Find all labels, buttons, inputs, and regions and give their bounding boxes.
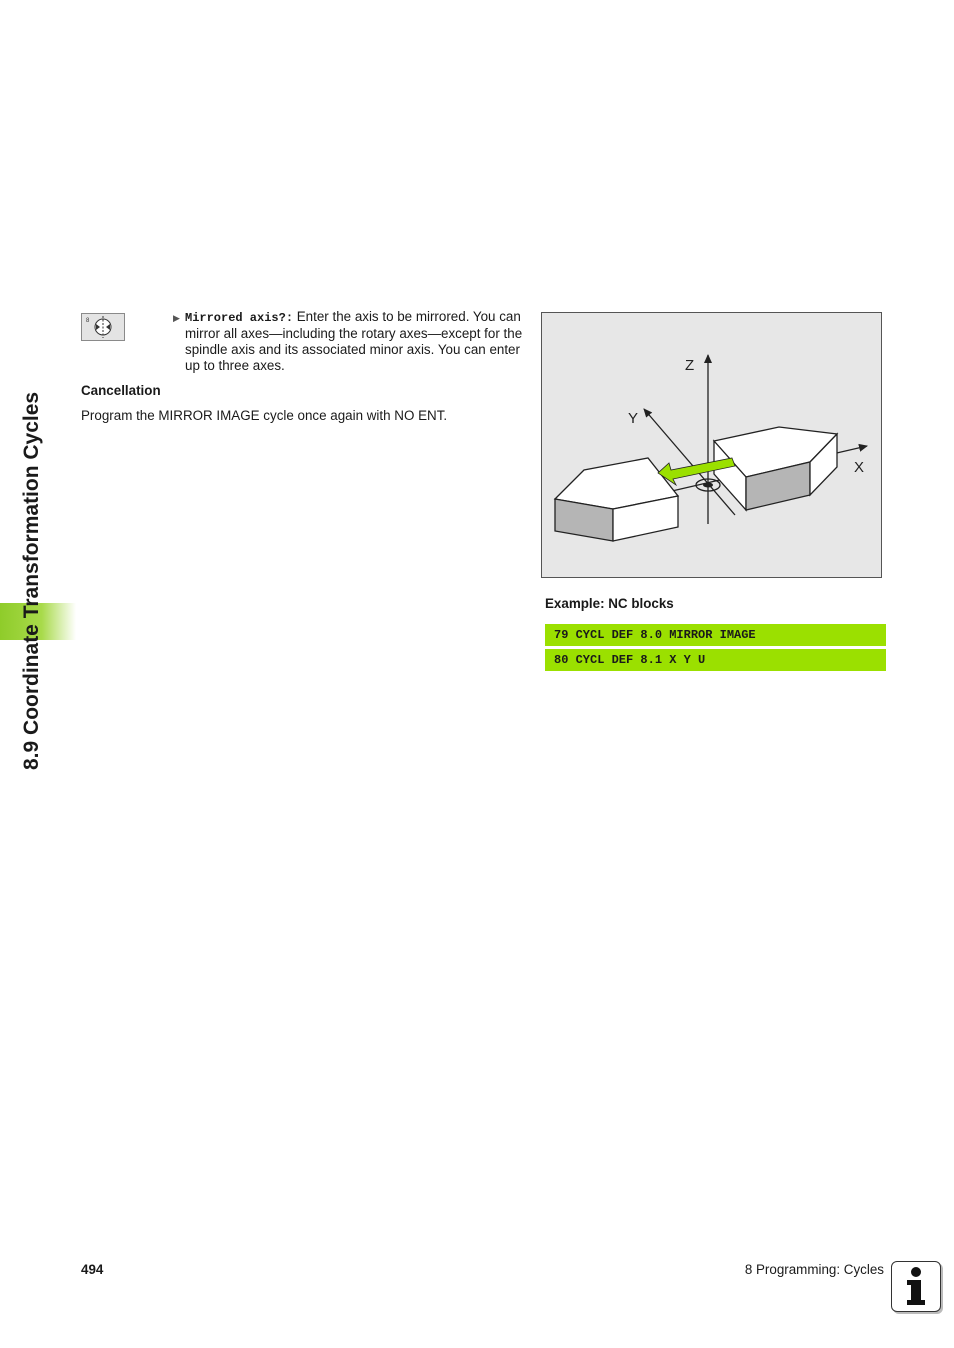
original-workpiece [714,427,837,510]
nc-block-line: 79 CYCL DEF 8.0 MIRROR IMAGE [545,624,886,646]
footer-chapter: 8 Programming: Cycles [744,1262,884,1277]
x-axis-label: X [854,459,865,476]
z-axis-label: Z [685,357,695,374]
parameter-description: Enter the axis to be mirrored. You can mirror all axes—including the rotary axes—except for the spindle axis and its associated minor axis. You can enter up to three axes. [185,309,523,373]
mirrored-axis-parameter [173,309,525,374]
bullet-arrow-icon: ▶ [173,313,180,323]
mirrored-workpiece [555,458,678,541]
parameter-code: Mirrored axis?: [185,311,294,325]
chapter-side-title: 8.9 Coordinate Transformation Cycles [20,391,43,770]
cancellation-text: Program the MIRROR IMAGE cycle once again with NO ENT. [81,408,448,423]
page-number: 494 [81,1262,104,1277]
mirror-image-figure [541,312,882,578]
mirror-image-softkey-icon [81,313,125,341]
origin-center [703,483,713,488]
svg-text:8: 8 [86,318,90,324]
info-icon [891,1261,941,1312]
y-axis-label: Y [628,410,639,427]
example-heading: Example: NC blocks [545,596,674,611]
nc-block-line: 80 CYCL DEF 8.1 X Y U [545,649,886,671]
cancellation-heading: Cancellation [81,383,161,398]
